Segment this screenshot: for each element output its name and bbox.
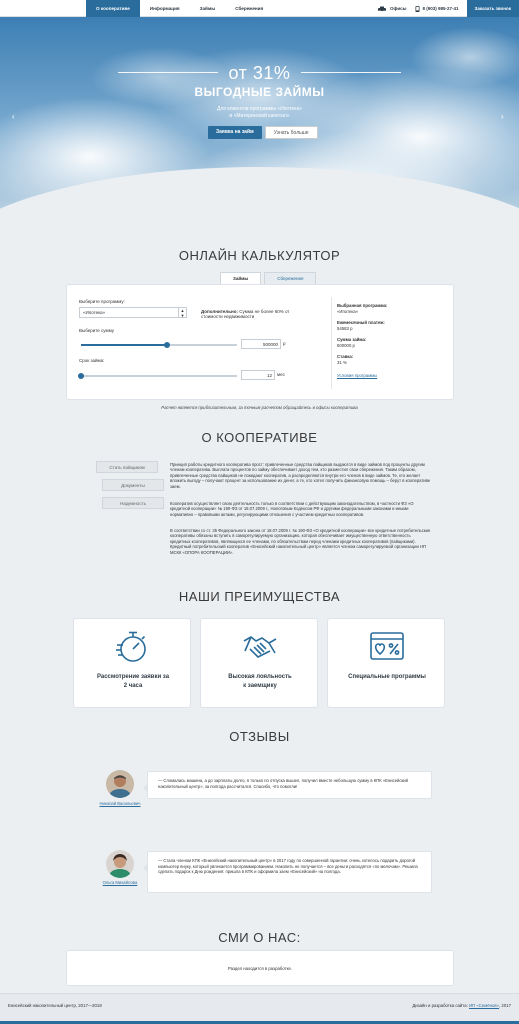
- reviewer-name[interactable]: Николай Васильевич: [99, 801, 141, 806]
- advantages-heading: НАШИ ПРЕИМУЩЕСТВА: [178, 589, 341, 604]
- results-divider: [331, 297, 332, 389]
- term-slider-handle[interactable]: [78, 373, 84, 379]
- hero-buttons: [208, 126, 321, 139]
- term-input[interactable]: 12: [241, 370, 275, 380]
- term-slider[interactable]: [81, 375, 237, 377]
- phone-number: 8 (903) 985-27-41: [422, 6, 459, 11]
- tab-savings[interactable]: Сбережения: [264, 272, 316, 284]
- phone-icon: [415, 6, 420, 12]
- apply-loan-button[interactable]: Заявка на займ: [208, 126, 262, 139]
- review-text: — Сломалась машина, а до зарплаты долго, я только по отпуска вышел, получил вместе небольшую сумму в КПК «Енисейский накопительный центр», за полгода рассчитался. Спасибо, что помогли!: [147, 771, 432, 799]
- hero-title: от 31%: [228, 63, 291, 83]
- offices-label: Офисы: [389, 6, 407, 11]
- nav-info[interactable]: Информация: [149, 6, 180, 11]
- result-program-value: «Ипотека»: [337, 309, 359, 314]
- program-select-value: «Ипотека»: [83, 310, 106, 315]
- top-bar: [0, 0, 519, 17]
- calculator-panel: [66, 284, 454, 400]
- term-unit: мес: [277, 372, 285, 377]
- sum-unit: р: [283, 341, 286, 346]
- program-select[interactable]: [79, 307, 187, 318]
- advantage-loyalty-line-1: Высокая лояльность: [228, 674, 292, 680]
- extra-info: [201, 309, 290, 319]
- nav-savings[interactable]: Сбережения: [235, 6, 264, 11]
- main-nav: [86, 0, 273, 17]
- reviewer-1-photo: [106, 770, 134, 798]
- top-right: [377, 0, 519, 17]
- advantage-title-fast: [74, 673, 192, 691]
- about-paragraph-2: Кооператив осуществляет свою деятельность только в соответствии с действующим законодательством, в частности ФЗ «О кредитной кооперации» № 190-ФЗ от 18.07.2009 г., Налоговым Кодексом РФ и другими федеральными законами и иными нормативно – правовыми актами, регулирующими отношения с участием кредитных кооперативов.: [170, 501, 414, 517]
- sum-slider-fill: [81, 344, 167, 346]
- hero-tagline-2: и «Материнский капитал»: [229, 112, 290, 119]
- stopwatch-icon: [115, 629, 151, 665]
- reliability-button[interactable]: Надежность: [102, 497, 164, 509]
- offices-link[interactable]: [377, 6, 407, 12]
- extra-label: Дополнительно:: [201, 309, 239, 314]
- result-program-label: Выбранная программа:: [337, 303, 388, 308]
- calculator-tabs: [220, 272, 319, 284]
- arrow-left-icon[interactable]: ‹: [12, 112, 15, 121]
- advantage-card-programs: [327, 618, 445, 708]
- about-paragraph-1: Принцип работы кредитного кооператива прост: привлеченные средства пайщиков выдаются в виде займов под проценты другим членам кооператива. Выплата процентов по займу обеспечивает доход тем, кто разместил свои сбережения. Таким образом, привлеченные средства пайщиков не покидают кооператив, а распределяются внутри его членов в виде займов. Те, кто желает вложить выгоду – получают процент за использование их денег, а те, кто хотел получить финансовую помощь – берут в кооперативе заем.: [170, 462, 431, 489]
- about-heading: О КООПЕРАТИВЕ: [201, 430, 318, 445]
- developer-link[interactable]: ИП «Семёнов»: [469, 1003, 500, 1008]
- result-rate-value: 31 %: [337, 360, 347, 365]
- about-paragraph-3: В соответствии со ст. 35 Федерального закона от 18.07.2009 г. № 190-ФЗ «О кредитной кооперации» все кредитные потребительские кооперативы обязаны вступить в саморегулируемую организацию, которая обеспечивает имущественную ответственность кредитных кооперативов, являющихся ее членами, по обязательствам перед членами кредитных кооперативов (пайщиками). Кредитный потребительский кооператив «Енисейский накопительный центр» является членом саморегулируемой организации НП МСКК «ОПОРА КООПЕРАЦИИ».: [170, 528, 431, 555]
- reviewer-name[interactable]: Ольга Михайлова: [102, 880, 138, 885]
- advantage-loyalty-line-2: к заемщику: [243, 683, 277, 689]
- result-sum-label: Сумма займа:: [337, 337, 367, 342]
- footer-copyright: Енисейский накопительный центр, 2017—2018: [8, 1003, 102, 1008]
- advantage-fast-line-2: 2 часа: [123, 683, 143, 689]
- sum-label: Выберите сумму: [79, 328, 114, 333]
- car-icon: [377, 6, 387, 12]
- handshake-icon: [242, 629, 278, 665]
- sum-slider[interactable]: [81, 344, 237, 346]
- tab-loans[interactable]: Займы: [220, 272, 261, 284]
- avatar: [106, 770, 134, 798]
- hero-tagline: [0, 106, 519, 119]
- review-text: — Стала членом КПК «Енисейский накопительный центр» в 2017 году по совершенной гарантии: очень хотелось подарить дорогой компьютер внуку, который увлекается программированием. Накопить не получается – все деньги расходятся «по мелочам». Решила сделать подарок к Дню рождения: пришла в КПК и оформила заем «Енисейский» на полгода.: [147, 851, 432, 893]
- heart-percent-card-icon: [369, 629, 405, 665]
- callback-button[interactable]: Заказать звонок: [467, 0, 519, 17]
- result-sum-value: 500000 р: [337, 343, 355, 348]
- media-heading: СМИ О НАС:: [218, 930, 301, 945]
- sum-input[interactable]: 500000: [241, 339, 281, 349]
- hero-tagline-1: Для клиентов программы «Ипотека»: [216, 106, 303, 112]
- learn-more-button[interactable]: Узнать больше: [265, 126, 318, 139]
- media-panel: Раздел находится в разработке.: [66, 950, 454, 986]
- advantage-title-programs: [328, 673, 446, 682]
- calculator-heading: ОНЛАЙН КАЛЬКУЛЯТОР: [178, 248, 341, 263]
- arrow-right-icon[interactable]: ›: [501, 112, 504, 121]
- conditions-link[interactable]: Условия программы: [337, 373, 378, 378]
- footer-credits-suffix: , 2017: [499, 1003, 511, 1008]
- reviews-heading: ОТЗЫВЫ: [229, 729, 290, 744]
- extra-text-1: Сумма не более 60% от: [239, 309, 290, 314]
- reviewer-2-photo: [106, 850, 134, 878]
- calculator-note: Расчет является приблизительным, за точным расчетом обращайтесь в офисы кооператива: [161, 405, 358, 410]
- advantage-title-loyalty: [201, 673, 319, 691]
- phone-link[interactable]: [415, 6, 459, 12]
- footer-credits-prefix: Дизайн и разработка сайта:: [412, 1003, 468, 1008]
- select-arrows-icon: ▲ ▼: [178, 308, 186, 317]
- become-member-button[interactable]: Стать пайщиком: [96, 461, 158, 473]
- advantage-fast-line-1: Рассмотрение заявки за: [96, 674, 170, 680]
- hero-banner: [0, 17, 519, 235]
- term-label: Срок займа:: [79, 358, 105, 363]
- advantage-programs-line-1: Специальные программы: [348, 674, 426, 680]
- hero-subtitle: ВЫГОДНЫЕ ЗАЙМЫ: [194, 85, 325, 99]
- result-payment-label: Ежемесячный платеж:: [337, 320, 385, 325]
- footer-credits: [412, 1003, 511, 1008]
- footer: [0, 993, 519, 1024]
- nav-loans[interactable]: Займы: [199, 6, 216, 11]
- nav-about[interactable]: О кооперативе: [86, 0, 140, 17]
- advantage-card-loyalty: [200, 618, 318, 708]
- program-label: Выберите программу:: [79, 299, 125, 304]
- advantage-card-fast: [73, 618, 191, 708]
- result-rate-label: Ставка:: [337, 354, 354, 359]
- sum-slider-handle[interactable]: [164, 342, 170, 348]
- extra-text-2: стоимости недвижимости: [201, 314, 255, 319]
- avatar: [106, 850, 134, 878]
- documents-button[interactable]: Документы: [102, 479, 164, 491]
- result-payment-value: 54583 р: [337, 326, 353, 331]
